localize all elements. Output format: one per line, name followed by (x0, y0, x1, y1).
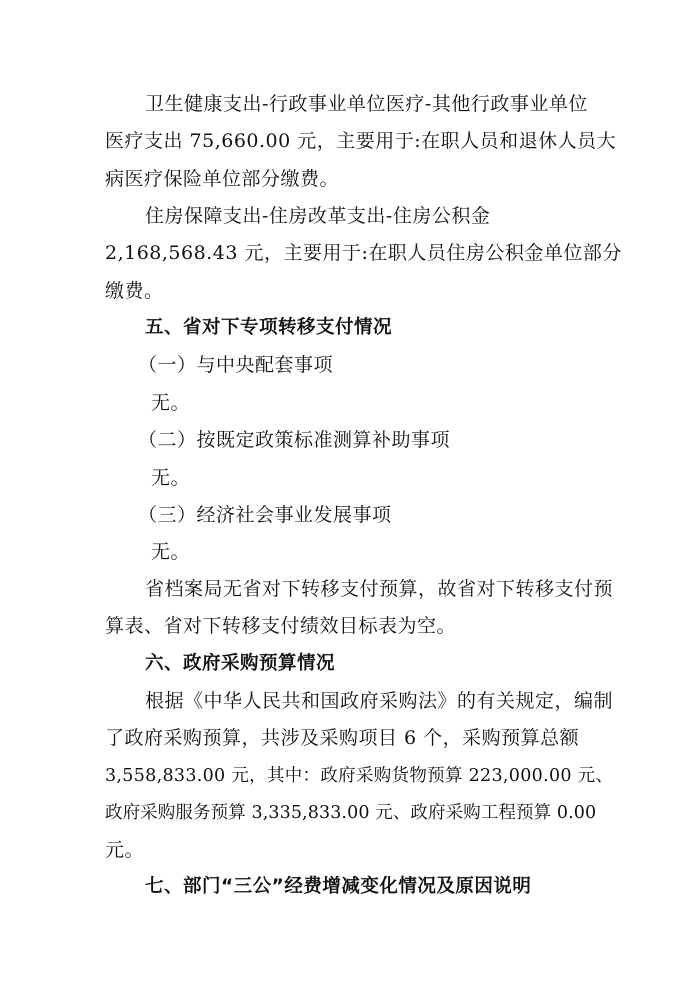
body-line: 算表、省对下转移支付绩效目标表为空。 (105, 615, 457, 637)
body-line: 元。 (105, 839, 145, 861)
body-line: 医疗支出 75,660.00 元，主要用于:在职人员和退休人员大 (105, 130, 617, 152)
body-line: 住房保障支出-住房改革支出-住房公积金 (145, 205, 491, 227)
body-line: 无。 (151, 392, 191, 414)
subsection-heading: （三）经济社会事业发展事项 (138, 504, 392, 526)
body-line: 卫生健康支出-行政事业单位医疗-其他行政事业单位 (145, 93, 588, 115)
subsection-heading: （二）按既定政策标准测算补助事项 (138, 429, 451, 451)
body-line: 省档案局无省对下转移支付预算，故省对下转移支付预 (145, 578, 614, 600)
body-line: 3,558,833.00 元，其中：政府采购货物预算 223,000.00 元、 (105, 766, 614, 786)
body-line: 了政府采购预算，共涉及采购项目 6 个，采购预算总额 (105, 727, 580, 749)
subsection-heading: （一）与中央配套事项 (138, 354, 334, 376)
body-line: 根据《中华人民共和国政府采购法》的有关规定，编制 (145, 690, 614, 712)
body-line: 无。 (151, 467, 191, 489)
body-line: 缴费。 (105, 280, 164, 302)
section-heading: 六、政府采购预算情况 (145, 653, 336, 674)
body-line: 无。 (151, 541, 191, 563)
body-line: 病医疗保险单位部分缴费。 (105, 168, 340, 190)
section-heading: 五、省对下专项转移支付情况 (145, 317, 393, 338)
section-heading: 七、部门“三公”经费增减变化情况及原因说明 (145, 876, 532, 897)
body-line: 2,168,568.43 元，主要用于:在职人员住房公积金单位部分 (105, 242, 622, 264)
body-line: 政府采购服务预算 3,335,833.00 元、政府采购工程预算 0.00 (105, 803, 597, 823)
